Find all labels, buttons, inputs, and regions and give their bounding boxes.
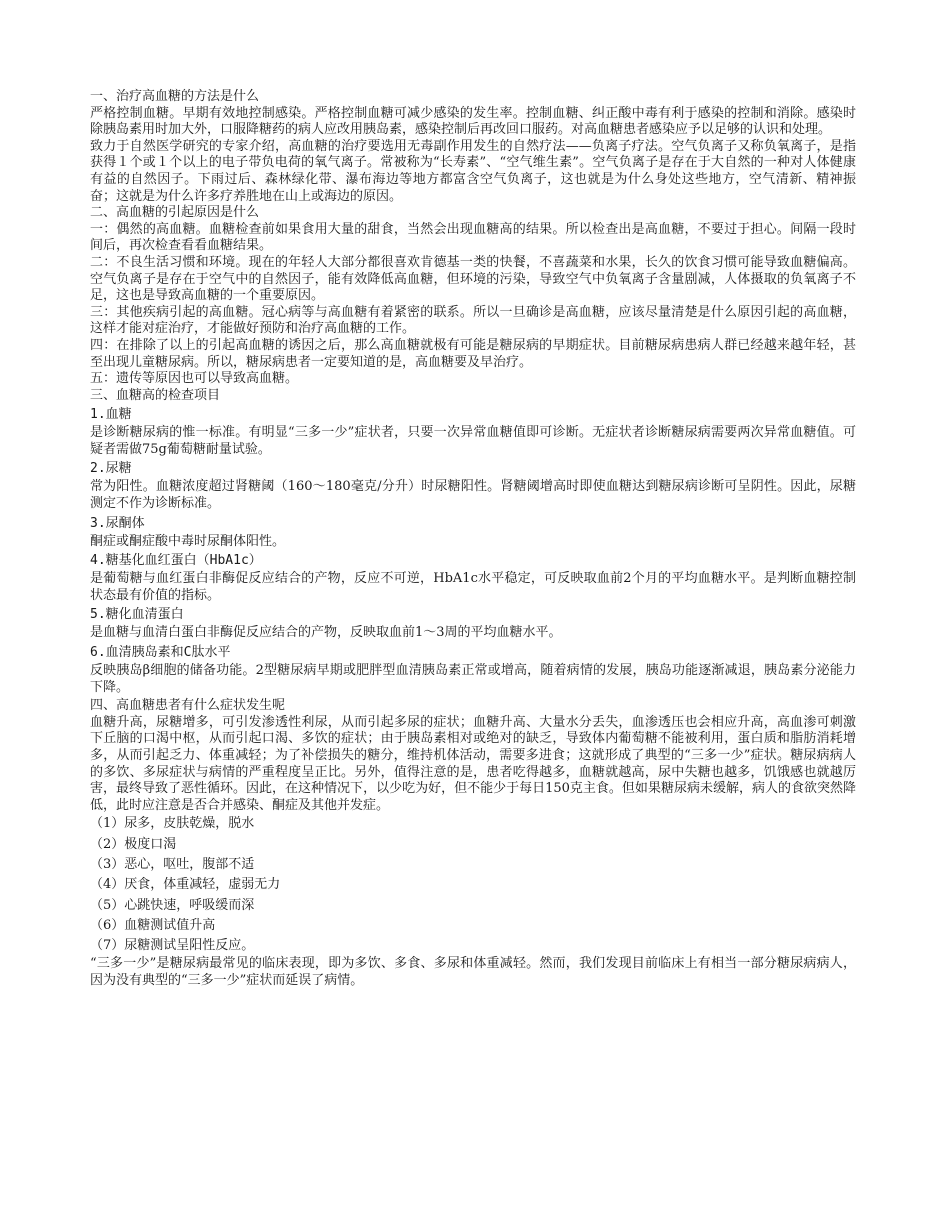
exam-item-title: 2.尿糖 xyxy=(90,461,132,477)
exam-item-text: 反映胰岛β细胞的储备功能。2型糖尿病早期或肥胖型血清胰岛素正常或增高，随着病情的发展，胰岛功能逐渐减退，胰岛素分泌能力下降。 xyxy=(90,663,856,695)
document-body xyxy=(90,89,856,990)
paragraph-symptoms-explanation: 血糖升高，尿糖增多，可引发渗透性利尿，从而引起多尿的症状；血糖升高、大量水分丢失，血渗透压也会相应升高，高血渗可刺激下丘脑的口渴中枢，从而引起口渴、多饮的症状；由于胰岛素相对或绝对的缺乏，导致体内葡萄糖不能被利用，蛋白质和脂肪消耗增多，从而引起乏力、体重减轻；为了补偿损失的糖分，维持机体活动，需要多进食；这就形成了典型的“三多一少”症状。糖尿病病人的多饮、多尿症状与病情的严重程度呈正比。另外，值得注意的是，患者吃得越多，血糖就越高，尿中失糖也越多，饥饿感也就越厉害，最终导致了恶性循环。因此，在这种情况下，以少吃为好，但不能少于每日150克主食。但如果糖尿病未缓解，病人的食欲突然降低，此时应注意是否合并感染、酮症及其他并发症。 xyxy=(90,714,856,813)
paragraph-cause-1: 一：偶然的高血糖。血糖检查前如果食用大量的甜食，当然会出现血糖高的结果。所以检查出是高血糖，不要过于担心。间隔一段时间后，再次检查看看血糖结果。 xyxy=(90,221,856,254)
exam-item-text: 是葡萄糖与血红蛋白非酶促反应结合的产物，反应不可逆，HbA1c水平稳定，可反映取血前2个月的平均血糖水平。是判断血糖控制状态最有价值的指标。 xyxy=(90,571,856,603)
section-2-heading: 二、高血糖的引起原因是什么 xyxy=(90,205,260,221)
paragraph-negative-ion-therapy: 致力于自然医学研究的专家介绍，高血糖的治疗要选用无毒副作用发生的自然疗法——负离子疗法。空气负离子又称负氧离子，是指获得１个或１个以上的电子带负电荷的氧气离子。常被称为“长寿素”、“空气维生素”。空气负离子是存在于大自然的一种对人体健康有益的自然因子。下雨过后、森林绿化带、瀑布海边等地方都富含空气负离子，这也就是为什么身处这些地方，空气清新、精神振奋；这就是为什么许多疗养胜地在山上或海边的原因。 xyxy=(90,138,856,204)
section-3-heading: 三、血糖高的检查项目 xyxy=(90,387,221,403)
symptom-item: （6）血糖测试值升高 xyxy=(90,917,216,933)
exam-item-text: 酮症或酮症酸中毒时尿酮体阳性。 xyxy=(90,533,286,549)
exam-item-text: 是血糖与血清白蛋白非酶促反应结合的产物，反映取血前1～3周的平均血糖水平。 xyxy=(90,625,562,641)
exam-item-title: 6.血清胰岛素和C肽水平 xyxy=(90,645,231,661)
paragraph-closing: “三多一少”是糖尿病最常见的临床表现，即为多饮、多食、多尿和体重减轻。然而，我们发现目前临床上有相当一部分糖尿病病人，因为没有典型的“三多一少”症状而延误了病情。 xyxy=(90,956,856,989)
exam-item-title: 1.血糖 xyxy=(90,407,132,423)
symptom-item: （3）恶心，呕吐，腹部不适 xyxy=(90,856,255,872)
symptom-item: （4）厌食，体重减轻，虚弱无力 xyxy=(90,877,281,893)
exam-item-title: 3.尿酮体 xyxy=(90,515,145,531)
exam-item-text: 是诊断糖尿病的惟一标准。有明显“三多一少”症状者，只要一次异常血糖值即可诊断。无症状者诊断糖尿病需要两次异常血糖值。可疑者需做75g葡萄糖耐量试验。 xyxy=(90,425,856,457)
symptom-item: （1）尿多，皮肤乾燥，脱水 xyxy=(90,816,255,832)
symptom-item: （5）心跳快速，呼吸缓而深 xyxy=(90,897,255,913)
exam-item-title: 4.糖基化血红蛋白（HbA1c） xyxy=(90,553,262,569)
section-1-heading: 一、治疗高血糖的方法是什么 xyxy=(90,89,260,104)
exam-item-text: 常为阳性。血糖浓度超过肾糖阈（160～180毫克/分升）时尿糖阳性。肾糖阈增高时即使血糖达到糖尿病诊断可呈阴性。因此，尿糖测定不作为诊断标准。 xyxy=(90,479,856,512)
paragraph-cause-3: 三：其他疾病引起的高血糖。冠心病等与高血糖有着紧密的联系。所以一旦确诊是高血糖，应该尽量清楚是什么原因引起的高血糖，这样才能对症治疗，才能做好预防和治疗高血糖的工作。 xyxy=(90,304,856,337)
paragraph-cause-2: 二：不良生活习惯和环境。现在的年轻人大部分都很喜欢肯德基一类的快餐，不喜蔬菜和水果，长久的饮食习惯可能导致血糖偏高。空气负离子是存在于空气中的自然因子，能有效降低高血糖，但环境的污染，导致空气中负氧离子含量剧减，人体摄取的负氧离子不足，这也是导致高血糖的一个重要原因。 xyxy=(90,254,856,304)
section-4-heading: 四、高血糖患者有什么症状发生呢 xyxy=(90,698,286,714)
paragraph-infection-control: 严格控制血糖。早期有效地控制感染。严格控制血糖可减少感染的发生率。控制血糖、纠正酸中毒有利于感染的控制和消除。感染时除胰岛素用时加大外，口服降糖药的病人应改用胰岛素，感染控制后再改回口服药。对高血糖患者感染应予以足够的认识和处理。 xyxy=(90,105,856,138)
exam-item-title: 5.糖化血清蛋白 xyxy=(90,607,184,623)
symptom-item: （7）尿糖测试呈阳性反应。 xyxy=(90,938,255,954)
paragraph-cause-5: 五：遗传等原因也可以导致高血糖。 xyxy=(90,371,299,387)
symptom-item: （2）极度口渴 xyxy=(90,836,177,852)
paragraph-cause-4: 四：在排除了以上的引起高血糖的诱因之后，那么高血糖就极有可能是糖尿病的早期症状。目前糖尿病患病人群已经越来越年轻，甚至出现儿童糖尿病。所以，糖尿病患者一定要知道的是，高血糖要及早治疗。 xyxy=(90,337,856,370)
